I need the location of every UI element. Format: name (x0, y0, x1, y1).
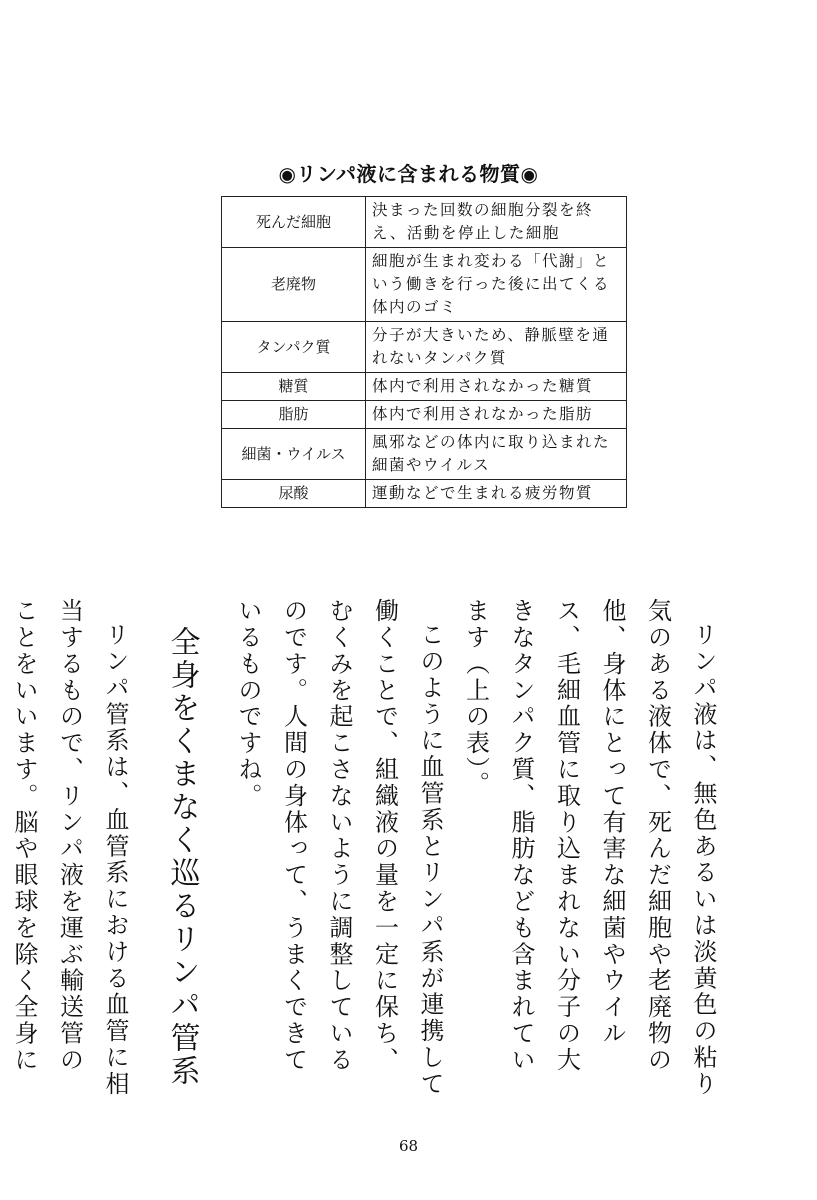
table-row (222, 322, 627, 373)
table-cell-description: 分子が大きいため、静脈壁を通れないタンパク質 (366, 322, 627, 373)
table-cell-description: 風邪などの体内に取り込まれた細菌やウイルス (366, 429, 627, 480)
table-row (222, 429, 627, 480)
table-row (222, 373, 627, 401)
table-cell-description: 決まった回数の細胞分裂を終え、活動を停止した細胞 (366, 197, 627, 248)
body-paragraph: リンパ液は、無色あるいは淡黄色の粘り気のある液体で、死んだ細胞や老廃物の他、身体にとって有害な細菌やウイルス、毛細血管に取り込まれない分子の大きなタンパク質、脂肪なども含まれています（上の表）。 (461, 598, 717, 1098)
section-heading: 全身をくまなく巡るリンパ管系 (164, 626, 200, 1088)
substances-table (221, 196, 627, 508)
table-cell-description: 体内で利用されなかった糖質 (366, 373, 627, 401)
body-paragraph: リンパ管系は、血管系における血管に相当するもので、リンパ液を運ぶ輸送管のことをいいます。脳や眼球を除く全身に (10, 598, 129, 1098)
table-row (222, 248, 627, 322)
page-number: 68 (398, 1137, 419, 1155)
body-paragraph: このように血管系とリンパ系が連携して働くことで、組織液の量を一定に保ち、むくみを起こさないように調整しているのです。人間の身体って、うまくできているものですね。 (234, 598, 444, 1098)
table-cell-description: 運動などで生まれる疲労物質 (366, 480, 627, 508)
table-row (222, 401, 627, 429)
table-cell-term: 脂肪 (222, 401, 366, 429)
table-cell-term: タンパク質 (222, 322, 366, 373)
table-title: ◉リンパ液に含まれる物質◉ (278, 162, 539, 186)
vertical-body-text (0, 598, 725, 1098)
table-row (222, 197, 627, 248)
table-cell-description: 体内で利用されなかった脂肪 (366, 401, 627, 429)
table-cell-term: 老廃物 (222, 248, 366, 322)
table-cell-term: 糖質 (222, 373, 366, 401)
table-cell-description: 細胞が生まれ変わる「代謝」という働きを行った後に出てくる体内のゴミ (366, 248, 627, 322)
table-row (222, 480, 627, 508)
table-cell-term: 死んだ細胞 (222, 197, 366, 248)
table-cell-term: 尿酸 (222, 480, 366, 508)
table-cell-term: 細菌・ウイルス (222, 429, 366, 480)
